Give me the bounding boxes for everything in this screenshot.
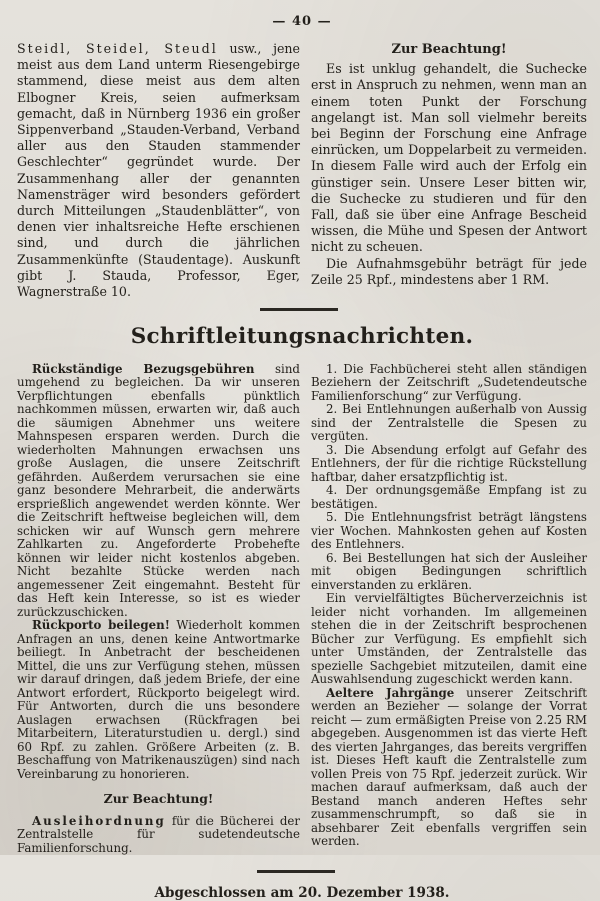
notice-paragraph-1: Es ist unklug gehandelt, die Suchecke erst in Anspruch zu nehmen, wenn man an einem toten Punkt der Forschung angelangt ist. Man soll vielmehr bereits bei Beginn der Forschung eine Anfrage einrücken, um Doppelarbeit zu vermeiden. In diesem Falle wird auch der Erfolg ein günstiger sein. Unsere Leser bitten wir, die Suchecke zu studieren und für den Fall, daß sie über eine Anfrage Bescheid wissen, die Mühe und Spesen der Antwort nicht zu scheuen. — [311, 61, 587, 255]
attention-subheading: Zur Beachtung! — [103, 791, 214, 807]
library-catalog-paragraph: Ein vervielfältigtes Bücherverzeichnis ist leider nicht vorhanden. Im allgemeinen stehen die in der Zeitschrift besprochenen Bücher zur Verfügung. Es empfiehlt sich unter Umständen, der Zentralstelle das spezielle Sachgebiet mitzuteilen, damit eine Auswahlsendung zugeschickt werden kann. — [311, 591, 587, 687]
back-issues-paragraph — [311, 687, 587, 849]
arrears-lead: Rückständige Bezugsgebühren — [32, 361, 255, 376]
intro-left-text: usw., jene meist aus dem Land unterm Riesengebirge stammend, diese meist aus dem alten Elbogner Kreis, seien aufmerksam gemacht, daß in Nürnberg 1936 ein großer Sippenverband „Stauden-Verband, Verband aller aus den Stauden stammender Geschlechter“ gegründet wurde. Der Zusammenhang aller der genannten Namensträger wird besonders gefördert durch Mitteilungen „Staudenblätter“, von denen vier inhaltsreiche Hefte erschienen sind, und durch die jährlichen Zusammenkünfte (Staudentage). Auskunft gibt J. Stauda, Professor, Eger, Wagnerstraße 10. — [17, 41, 300, 300]
arrears-text: sind umgehend zu begleichen. Da wir unseren Verpflichtungen ebenfalls pünktlich nachkommen müssen, erwarten wir, daß auch die säumigen Abnehmer uns weitere Mahnspesen ersparen werden. Durch die wiederholten Mahnungen erwachsen uns große Auslagen, die unsere Zeitschrift gefährden. Außerdem verursachen sie eine ganz besondere Mehrarbeit, die anderwärts ersprießlich angewendet werden könnte. Wer die Zeitschrift heftweise begleichen will, dem schicken wir auf Wunsch gern mehrere Zahlkarten zu. Angeforderte Probehefte können wir leider nicht kostenlos abgeben. Nicht bezahlte Stücke werden nach angemessener Zeit eingemahnt. Besteht für das Heft kein Interesse, so ist es wieder zurückzuschicken. — [17, 361, 300, 619]
intro-left-column — [17, 41, 300, 300]
return-postage-text: Wiederholt kommen Anfragen an uns, denen keine Antwortmarke beiliegt. In Anbetracht der bescheidenen Mittel, die uns zur Verfügung stehen, müssen wir darauf dringen, daß jedem Briefe, der eine Antwort erfordert, Rückporto beigelegt wird. Für Antworten, durch die uns besondere Auslagen erwachsen (Rückfragen bei Mitarbeitern, Literaturstudien u. dergl.) sind 60 Rpf. zu zahlen. Größere Arbeiten (z. B. Beschaffung von Matrikenauszügen) sind nach Vereinbarung zu honorieren. — [17, 618, 300, 781]
rule-item-1: 1. Die Fachbücherei steht allen ständigen Beziehern der Zeitschrift „Sudetendeutsche Familienforschung“ zur Verfügung. — [311, 361, 587, 403]
back-issues-text: unserer Zeitschrift werden an Bezieher — solange der Vorrat reicht — zum ermäßigten Preise von 2.25 RM abgegeben. Ausgenommen ist das vierte Heft des vierten Jahrganges, das bereits vergriffen ist. Dieses Heft kauft die Zentralstelle zum vollen Preis von 75 Rpf. jederzeit zurück. Wir machen darauf aufmerksam, daß auch der Bestand manch anderen Heftes sehr zusammenschrumpft, so daß sie in absehbarer Zeit ebenfalls vergriffen sein werden. — [311, 685, 587, 849]
rule-item-5: 5. Die Entlehnungsfrist beträgt längstens vier Wochen. Mahnkosten gehen auf Kosten des Entlehners. — [311, 510, 587, 552]
main-right-column — [311, 363, 587, 856]
closing-date: Abgeschlossen am 20. Dezember 1938. — [154, 884, 450, 901]
rule-item-2: 2. Bei Entlehnungen außerhalb von Aussig sind der Zentralstelle die Spesen zu vergüten. — [311, 402, 587, 444]
lending-rules-lead: Ausleihordnung — [32, 813, 166, 828]
lending-rules-text: für die Bücherei der Zentralstelle für sudetendeutsche Familienforschung. — [17, 813, 300, 855]
main-left-column — [17, 363, 300, 856]
intro-section — [17, 41, 587, 300]
arrears-paragraph — [17, 363, 300, 620]
intro-right-column — [311, 41, 587, 300]
main-section — [17, 363, 587, 856]
surname-list: Steidl, Steidel, Steudl — [17, 41, 218, 56]
rule-item-4: 4. Der ordnungsgemäße Empfang ist zu bestätigen. — [311, 483, 587, 511]
notice-heading: Zur Beachtung! — [391, 42, 507, 57]
lending-rules-paragraph — [17, 815, 300, 856]
notice-paragraph-2: Die Aufnahmsgebühr beträgt für jede Zeile 25 Rpf., mindestens aber 1 RM. — [311, 255, 587, 287]
section-divider-bottom — [257, 870, 335, 873]
back-issues-lead: Aeltere Jahrgänge — [326, 685, 455, 700]
section-title: Schriftleitungsnachrichten. — [130, 323, 474, 349]
page-number: — 40 — — [272, 14, 332, 29]
intro-left-paragraph — [17, 41, 300, 300]
rule-item-3: 3. Die Absendung erfolgt auf Gefahr des Entlehners, der für die richtige Rückstellung haftbar, daher ersatzpflichtig ist. — [311, 442, 587, 484]
return-postage-paragraph — [17, 619, 300, 781]
return-postage-lead: Rückporto beilegen! — [32, 618, 170, 633]
section-divider-top — [260, 308, 338, 311]
rule-item-6: 6. Bei Bestellungen hat sich der Ausleiher mit obigen Bedingungen schriftlich einverstanden zu erklären. — [311, 550, 587, 592]
